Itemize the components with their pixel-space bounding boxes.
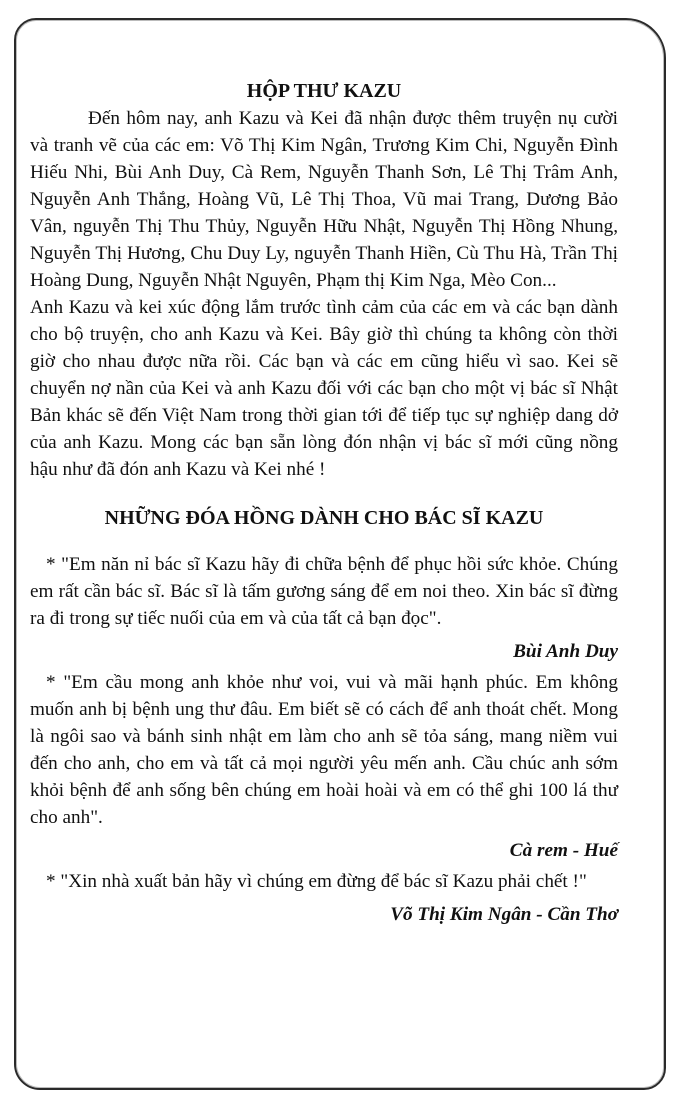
letter-1-author: Bùi Anh Duy — [513, 641, 618, 662]
letter-2-author: Cà rem - Huế — [509, 840, 618, 861]
letter-3-text: * "Xin nhà xuất bản hãy vì chúng em đừng để bác sĩ Kazu phải chết !" — [46, 871, 587, 892]
mailbox-paragraph-1: Đến hôm nay, anh Kazu và Kei đã nhận được thêm truyện nụ cười và tranh vẽ của các em: Võ Thị Kim Ngân, Trương Kim Chi, Nguyễn Đình Hiếu Nhi, Bùi Anh Duy, Cà Rem, Nguyễn Thanh Sơn, Lê Thị Trâm Anh, Nguyễn Anh Thắng, Hoàng Vũ, Lê Thị Thoa, Vũ mai Trang, Dương Bảo Vân, nguyễn Thị Thu Thủy, Nguyễn Hữu Nhật, Nguyễn Thị Hồng Nhung, Nguyễn Thị Hương, Chu Duy Ly, nguyễn Thanh Hiền, Cù Thu Hà, Trần Thị Hoàng Dung, Nguyễn Nhật Nguyên, Phạm thị Kim Nga, Mèo Con... — [30, 108, 618, 291]
mailbox-paragraph-2: Anh Kazu và kei xúc động lắm trước tình cảm của các em và các bạn dành cho bộ truyện, cho anh Kazu và Kei. Bây giờ thì chúng ta không còn thời giờ cho nhau được nữa rồi. Các bạn và các em cũng hiểu vì sao. Kei sẽ chuyển nợ nần của Kei và anh Kazu đối với các bạn cho một vị bác sĩ Nhật Bản khác sẽ đến Việt Nam trong thời gian tới để tiếp tục sự nghiệp dang dở của anh Kazu. Mong các bạn sẵn lòng đón nhận vị bác sĩ mới cũng nồng hậu như đã đón anh Kazu và Kei nhé ! — [30, 297, 618, 480]
letter-1-text: * "Em năn nỉ bác sĩ Kazu hãy đi chữa bệnh để phục hồi sức khỏe. Chúng em rất cần bác sĩ. Bác sĩ là tấm gương sáng để em noi theo. Xin bác sĩ đừng ra đi trong sự tiếc nuối của em và của tất cả bạn đọc". — [30, 554, 618, 629]
letter-3-author: Võ Thị Kim Ngân - Cần Thơ — [390, 904, 618, 925]
roses-title: NHỮNG ĐÓA HỒNG DÀNH CHO BÁC SĨ KAZU — [104, 507, 544, 529]
letter-2-text: * "Em cầu mong anh khỏe như voi, vui và mãi hạnh phúc. Em không muốn anh bị bệnh ung thư đâu. Em biết sẽ có cách để anh thoát chết. Mong là ngôi sao và bánh sinh nhật em làm cho anh sẽ tỏa sáng, mang niềm vui đến cho anh, cho em và tất cả mọi người yêu mến anh. Cầu chúc anh sớm khỏi bệnh để anh sống bên chúng em hoài hoài và em có thể ghi 100 lá thư cho anh". — [30, 672, 618, 828]
document-body — [30, 78, 618, 932]
mailbox-title: HỘP THƯ KAZU — [246, 80, 402, 102]
